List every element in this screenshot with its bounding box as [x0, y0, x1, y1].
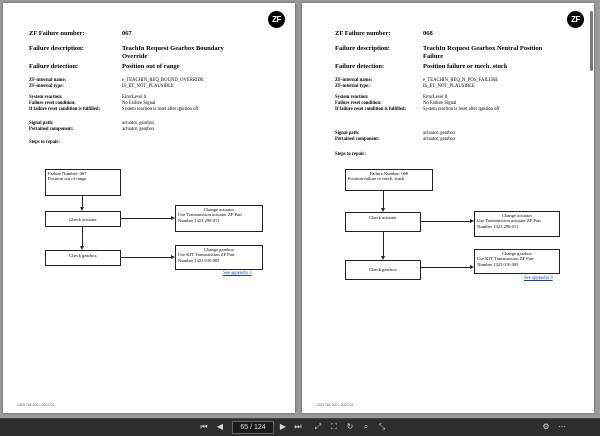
flow-change-gearbox-title: Change gearbox: [204, 247, 234, 252]
flow-failure-text: Position out of range: [48, 176, 87, 182]
failure-description-line2: Override: [122, 53, 148, 60]
reset-condition-label: Failure reset condition:: [29, 101, 76, 106]
steps-to-repair-label: Steps to repair:: [335, 152, 366, 157]
flow-failure-box: [345, 169, 433, 191]
internal-name-label: ZF-internal name:: [335, 78, 373, 83]
failure-description-label: Failure description:: [335, 45, 390, 52]
flow-line: [82, 227, 83, 247]
first-page-icon[interactable]: ⏮: [200, 422, 208, 431]
flow-line: [383, 191, 384, 209]
flow-change-gearbox-desc: Use KIT Transmission ZF Part: [477, 256, 534, 262]
system-reaction-label: System reaction:: [29, 95, 63, 100]
flow-failure-box: [45, 169, 121, 196]
flow-change-gearbox-desc: Use KIT Transmission ZF Part: [178, 252, 235, 258]
internal-type-label: ZF-internal type:: [335, 84, 370, 89]
reset-fulfilled-value: System reaction is reset after ignition off: [122, 107, 199, 112]
reset-fulfilled-value: System reaction is reset after ignition off: [423, 107, 500, 112]
document-page-left: [3, 3, 295, 413]
internal-name-value: e_TEACHIN_REQ_BOUND_OVERRIDE: [122, 78, 204, 83]
flow-change-actuator-part: Number 1323 298 011: [477, 223, 519, 229]
failure-detection-label: Failure detection:: [29, 63, 79, 70]
steps-to-repair-label: Steps to repair:: [29, 140, 60, 145]
failure-description-line1: TeachIn Request Gearbox Boundary: [122, 45, 224, 52]
settings-icon[interactable]: ⚙: [542, 422, 550, 431]
flow-check-gearbox-label: Check gearbox: [69, 253, 97, 258]
flow-change-actuator-desc: Use Transmission actuator ZF Part: [477, 218, 541, 224]
signal-path-value: actuator, gearbox: [423, 131, 456, 136]
flow-line: [383, 232, 384, 257]
page-total: / 124: [250, 424, 266, 431]
internal-name-value: e_TEACHIN_REQ_N_POS_FAILURE: [423, 78, 499, 83]
failure-number-value: 067: [122, 30, 132, 37]
document-footer-code: 1323 764 100 • 2007-02: [316, 403, 354, 407]
signal-path-label: Signal path:: [29, 121, 54, 126]
pertained-component-label: Pertained component:: [29, 127, 74, 132]
flow-line: [421, 221, 472, 222]
reset-fulfilled-label: If failure reset condition is fulfilled:: [29, 107, 101, 112]
flow-line: [121, 257, 173, 258]
last-page-icon[interactable]: ⏭: [294, 422, 302, 431]
vertical-scrollbar[interactable]: [590, 11, 593, 71]
signal-path-label: Signal path:: [335, 131, 360, 136]
internal-type-value: IS_ET_NOT_PLAUSIBLE: [423, 84, 475, 89]
flow-change-gearbox-title: Change gearbox: [502, 251, 532, 256]
previous-page-icon[interactable]: ◀: [216, 422, 224, 431]
zoom-icon[interactable]: ⤢: [314, 422, 322, 431]
flow-check-actuator-label: Check actuator: [369, 215, 397, 220]
internal-type-label: ZF-internal type:: [29, 84, 64, 89]
internal-name-label: ZF-internal name:: [29, 78, 67, 83]
flow-failure-number: Failure Number: 067: [48, 171, 87, 176]
reset-fulfilled-label: If failure reset condition is fulfilled:: [335, 107, 407, 112]
flow-check-gearbox-box: [345, 260, 421, 280]
document-page-right: [302, 3, 594, 413]
flow-line: [121, 218, 173, 219]
failure-number-label: ZF Failure number:: [29, 30, 85, 37]
fit-page-icon[interactable]: ⛶: [331, 422, 337, 431]
flow-check-actuator-box: [45, 211, 121, 227]
flow-change-actuator-title: Change actuator: [204, 207, 234, 212]
failure-number-label: ZF Failure number:: [335, 30, 391, 37]
appendix-link[interactable]: See appendix 3: [223, 271, 252, 276]
pertained-component-value: actuator, gearbox: [423, 137, 456, 142]
current-page-number: 65: [240, 424, 249, 431]
fullscreen-icon[interactable]: ⤡: [378, 422, 386, 431]
system-reaction-value: ErrorLevel 0: [122, 95, 147, 100]
rotate-icon[interactable]: ↻: [346, 422, 354, 431]
zf-logo-icon: ZF: [268, 11, 285, 28]
flow-change-actuator-box: [474, 211, 560, 237]
flow-failure-text: Position failure or mech. stuck: [348, 176, 405, 182]
document-footer-code: 1323 764 100 • 2007-02: [17, 403, 55, 407]
flow-change-actuator-desc: Use Transmission actuator ZF Part: [178, 212, 242, 218]
flow-change-actuator-box: [175, 205, 263, 232]
appendix-link[interactable]: See appendix 3: [524, 276, 553, 281]
failure-description-line2: Failure: [423, 53, 444, 60]
flow-change-gearbox-part: Number 1323 010 005: [178, 257, 220, 263]
failure-number-value: 068: [423, 30, 433, 37]
next-page-icon[interactable]: ▶: [279, 422, 287, 431]
failure-detection-value: Position failure or mech. stuck: [423, 63, 508, 70]
reset-condition-value: No Failure Signal: [122, 101, 156, 106]
failure-detection-label: Failure detection:: [335, 63, 385, 70]
system-reaction-value: ErrorLevel 0: [423, 95, 448, 100]
internal-type-value: IS_ET_NOT_PLAUSIBLE: [122, 84, 174, 89]
flow-change-gearbox-box: [474, 249, 560, 274]
more-options-icon[interactable]: ⋯: [558, 422, 566, 431]
flow-failure-number: Failure Number: 068: [369, 171, 409, 176]
pertained-component-label: Pertained component:: [335, 137, 380, 142]
search-icon[interactable]: ⌕: [363, 422, 369, 431]
flow-check-gearbox-box: [45, 250, 121, 266]
flow-check-actuator-box: [345, 212, 421, 232]
flow-change-actuator-title: Change actuator: [502, 213, 532, 218]
reset-condition-label: Failure reset condition:: [335, 101, 382, 106]
reset-condition-value: No Failure Signal: [423, 101, 457, 106]
failure-description-label: Failure description:: [29, 45, 84, 52]
flow-line: [421, 267, 472, 268]
page-number-input[interactable]: [232, 421, 274, 434]
flow-check-actuator-label: Check actuator: [69, 217, 97, 222]
failure-description-line1: TeachIn Request Gearbox Neutral Position: [423, 45, 543, 52]
viewer-toolbar: [0, 418, 600, 436]
flow-change-gearbox-box: [175, 245, 263, 270]
failure-detection-value: Position out of range: [122, 63, 180, 70]
flow-change-actuator-part: Number 1323 298 011: [178, 217, 220, 223]
system-reaction-label: System reaction:: [335, 95, 369, 100]
pertained-component-value: actuator, gearbox: [122, 127, 155, 132]
flow-check-gearbox-label: Check gearbox: [369, 267, 397, 272]
zf-logo-icon: ZF: [567, 11, 584, 28]
signal-path-value: actuator, gearbox: [122, 121, 155, 126]
flow-change-gearbox-part: Number 1323 010 005: [477, 261, 519, 267]
